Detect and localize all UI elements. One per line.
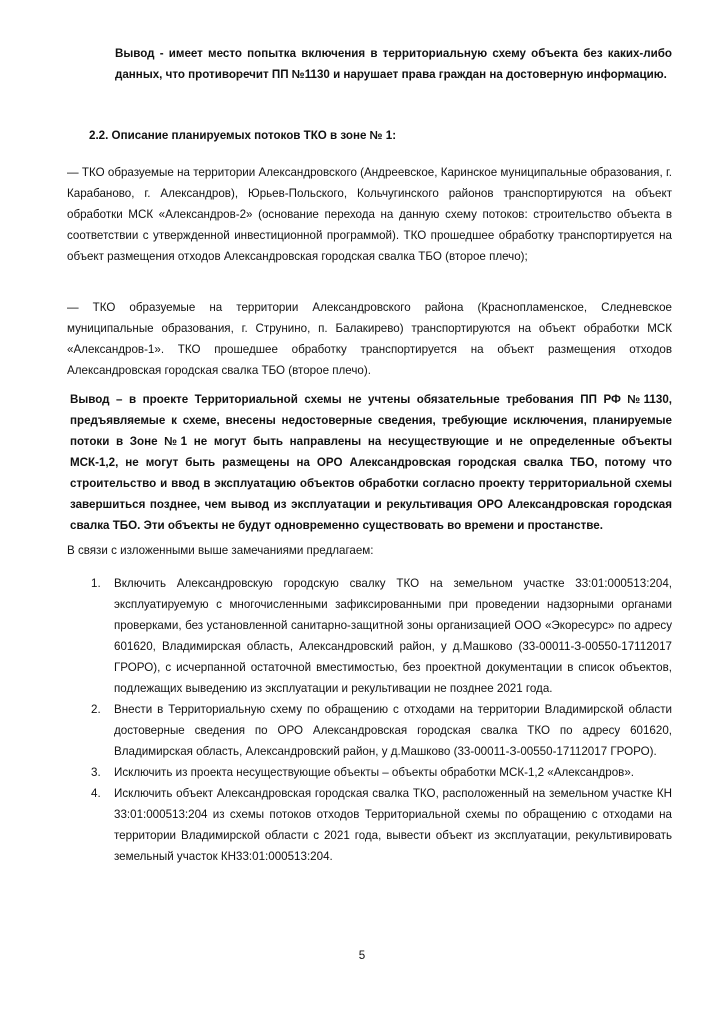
- section-heading: 2.2. Описание планируемых потоков ТКО в зоне № 1:: [89, 129, 397, 142]
- conclusion-paragraph-2: Вывод – в проекте Территориальной схемы не учтены обязательные требования ПП РФ №1130, предъявляемые к схеме, внесены недостоверные сведения, требующие исключения, планируемые потоки в Зоне №1 не могут быть направлены на несуществующие и не определенные объекты МСК-1,2, не могут быть размещены на ОРО Александровская городская свалка ТБО, потому что строительство и ввод в эксплуатацию объектов обработки согласно проекту территориальной схемы завершиться позднее, чем вывод из эксплуатации и рекультивация ОРО Александровская городская свалка ТБО. Эти объекты не будут одновременно существовать во времени и простанстве.: [70, 393, 672, 532]
- list-item: [88, 783, 672, 867]
- page-number: 5: [358, 949, 366, 962]
- list-item-number: 3.: [91, 766, 101, 779]
- list-item-number: 4.: [91, 787, 101, 800]
- flow-paragraph-1: — ТКО образуемые на территории Александровского (Андреевское, Каринское муниципальные образования, г. Карабаново, г. Александров), Юрьев-Польского, Кольчугинского районов транспортируются на объект обработки МСК «Александров-2» (основание перехода на данную схему потоков: строительство объекта в соответствии с утвержденной инвестиционной программой). ТКО прошедшее обработку транспортируется на объект размещения отходов Александровская городская свалка ТБО (второе плечо);: [67, 166, 672, 263]
- flow-paragraph-2: — ТКО образуемые на территории Александровского района (Краснопламенское, Следневское муниципальные образования, г. Струнино, п. Балакирево) транспортируются на объект обработки МСК «Александров-1». ТКО прошедшее обработку транспортируется на объект размещения отходов Александровская городская свалка ТБО (второе плечо).: [67, 301, 672, 377]
- list-item-text: Исключить из проекта несуществующие объекты – объекты обработки МСК-1,2 «Александров».: [114, 766, 635, 779]
- list-item: [88, 699, 672, 762]
- proposals-list: [88, 573, 672, 867]
- list-item-text: Включить Александровскую городскую свалку ТКО на земельном участке 33:01:000513:204, эксплуатируемую с многочисленными зафиксированными при проведении надзорными органами проверками, без установленной санитарно-защитной зоны организацией ООО «Экоресурс» по адресу 601620, Владимирская область, Александровский район, у д.Машково (33-00011-З-00550-17112017 ГРОРО), с исчерпанной остаточной вместимостью, без проектной документации в список объектов, подлежащих выведению из эксплуатации и рекультивации не позднее 2021 года.: [114, 577, 672, 695]
- list-item: [88, 573, 672, 699]
- list-item-text: Внести в Территориальную схему по обращению с отходами на территории Владимирской области достоверные сведения по ОРО Александровская городская свалка ТКО по адресу 601620, Владимирская область, Александровский район, у д.Машково (33-00011-З-00550-17112017 ГРОРО).: [114, 703, 672, 758]
- proposals-intro: В связи с изложенными выше замечаниями предлагаем:: [67, 544, 374, 557]
- list-item-text: Исключить объект Александровская городская свалка ТКО, расположенный на земельном участке КН 33:01:000513:204 из схемы потоков отходов Территориальной схемы по обращению с отходами на территории Владимирской области с 2021 года, вывести объект из эксплуатации, рекультивировать земельный участок КН33:01:000513:204.: [114, 787, 672, 863]
- list-item: [88, 762, 672, 783]
- list-item-number: 2.: [91, 703, 101, 716]
- list-item-number: 1.: [91, 577, 101, 590]
- conclusion-paragraph-1: Вывод - имеет место попытка включения в территориальную схему объекта без каких-либо данных, что противоречит ПП №1130 и нарушает права граждан на достоверную информацию.: [115, 47, 672, 81]
